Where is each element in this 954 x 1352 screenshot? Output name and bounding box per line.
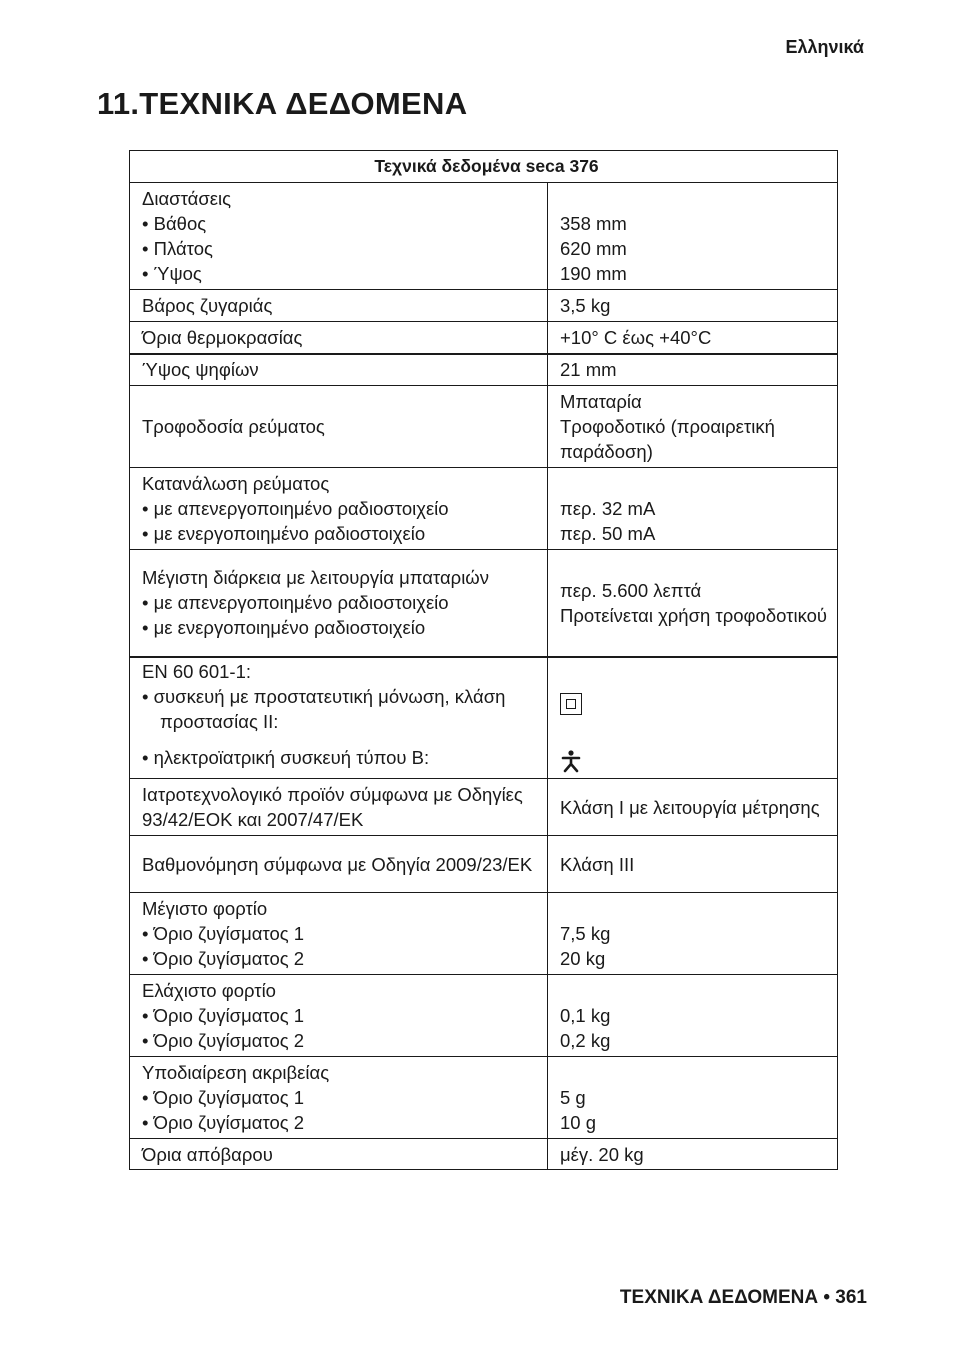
row-item: • Πλάτος bbox=[142, 236, 541, 261]
row-value: μέγ. 20 kg bbox=[560, 1143, 644, 1165]
table-row bbox=[130, 1139, 838, 1170]
row-label-cell bbox=[130, 386, 548, 468]
row-value-cell bbox=[548, 975, 838, 1057]
row-label-cell bbox=[130, 779, 548, 836]
row-label-cell bbox=[130, 1057, 548, 1139]
table-row bbox=[130, 468, 838, 550]
row-value: 20 kg bbox=[560, 948, 606, 969]
row-value: 21 mm bbox=[560, 359, 617, 381]
row-label: Μέγιστο φορτίο bbox=[142, 898, 268, 919]
page-title: 11.ΤΕΧΝΙΚΑ ΔΕΔΟΜΕΝΑ bbox=[97, 86, 468, 121]
table-row bbox=[130, 779, 838, 836]
table-row bbox=[130, 975, 838, 1057]
row-value: Μπαταρία bbox=[560, 391, 642, 412]
row-label-cell bbox=[130, 975, 548, 1057]
row-label-cell bbox=[130, 183, 548, 290]
table-row bbox=[130, 1057, 838, 1139]
row-item: • Όριο ζυγίσματος 2 bbox=[142, 1110, 541, 1135]
row-value-cell bbox=[548, 468, 838, 550]
row-value: Κλάση III bbox=[560, 853, 635, 875]
row-label: EN 60 601-1: bbox=[142, 660, 252, 682]
row-label: Ύψος ψηφίων bbox=[142, 359, 259, 381]
row-value: 0,2 kg bbox=[560, 1030, 611, 1051]
row-value-cell bbox=[548, 657, 838, 779]
row-item: • Όριο ζυγίσματος 2 bbox=[142, 946, 541, 971]
row-value: περ. 50 mA bbox=[560, 523, 656, 544]
row-value-cell bbox=[548, 836, 838, 893]
row-label: Βάρος ζυγαριάς bbox=[142, 295, 273, 316]
row-label: Διαστάσεις bbox=[142, 188, 232, 209]
row-item: • με απενεργοποιημένο ραδιοστοιχείο bbox=[142, 496, 541, 521]
row-value: 358 mm bbox=[560, 213, 627, 234]
row-label-cell bbox=[130, 354, 548, 386]
row-value-cell bbox=[548, 183, 838, 290]
row-value: 620 mm bbox=[560, 238, 627, 259]
row-value-cell bbox=[548, 354, 838, 386]
table-caption: Τεχνικά δεδομένα seca 376 bbox=[130, 151, 838, 183]
row-item: • Όριο ζυγίσματος 1 bbox=[142, 921, 541, 946]
row-item: • με ενεργοποιημένο ραδιοστοιχείο bbox=[142, 521, 541, 546]
row-label: Υποδιαίρεση ακριβείας bbox=[142, 1062, 330, 1083]
table-row bbox=[130, 183, 838, 290]
row-label-cell bbox=[130, 836, 548, 893]
table-row bbox=[130, 657, 838, 779]
row-value-cell bbox=[548, 1057, 838, 1139]
row-label: Όρια θερμοκρασίας bbox=[142, 326, 303, 348]
row-value: 3,5 kg bbox=[560, 295, 611, 316]
row-label: Όρια απόβαρου bbox=[142, 1143, 273, 1165]
row-label-cell bbox=[130, 657, 548, 779]
row-label-cell bbox=[130, 893, 548, 975]
row-value: Προτείνεται χρήση τροφοδοτικού bbox=[560, 604, 828, 626]
row-value: 0,1 kg bbox=[560, 1005, 611, 1026]
row-value: περ. 5.600 λεπτά bbox=[560, 579, 702, 601]
protection-class-ii-icon bbox=[560, 693, 582, 715]
row-value: Κλάση I με λειτουργία μέτρησης bbox=[560, 796, 820, 818]
row-value: περ. 32 mA bbox=[560, 498, 656, 519]
row-value-cell bbox=[548, 290, 838, 322]
table-row bbox=[130, 290, 838, 322]
technical-data-table bbox=[129, 150, 838, 1170]
row-item: • συσκευή με προστατευτική μόνωση, κλάση προστασίας II: bbox=[142, 684, 541, 734]
row-value-cell bbox=[548, 322, 838, 354]
row-label: Βαθμονόμηση σύμφωνα με Οδηγία 2009/23/ΕΚ bbox=[142, 853, 533, 875]
row-label-cell bbox=[130, 550, 548, 657]
row-value: 5 g bbox=[560, 1087, 586, 1108]
row-item: • Ύψος bbox=[142, 261, 541, 286]
language-label: Ελληνικά bbox=[785, 37, 864, 57]
row-value-cell bbox=[548, 779, 838, 836]
row-item: • Όριο ζυγίσματος 1 bbox=[142, 1003, 541, 1028]
row-value: Τροφοδοτικό (προαιρετική παράδοση) bbox=[560, 416, 775, 462]
page-footer: ΤΕΧΝΙΚΑ ΔΕΔΟΜΕΝΑ • 361 bbox=[619, 1287, 867, 1308]
row-label-cell bbox=[130, 322, 548, 354]
table-row bbox=[130, 322, 838, 354]
table-row bbox=[130, 893, 838, 975]
row-value-cell bbox=[548, 1139, 838, 1170]
table-row bbox=[130, 386, 838, 468]
row-label-cell bbox=[130, 468, 548, 550]
row-value: 7,5 kg bbox=[560, 923, 611, 944]
row-item: • με ενεργοποιημένο ραδιοστοιχείο bbox=[142, 615, 541, 640]
row-item: • Βάθος bbox=[142, 211, 541, 236]
row-value-cell bbox=[548, 386, 838, 468]
row-label: Κατανάλωση ρεύματος bbox=[142, 473, 330, 494]
row-item: • Όριο ζυγίσματος 1 bbox=[142, 1085, 541, 1110]
row-value: 190 mm bbox=[560, 263, 627, 284]
row-label: Ιατροτεχνολογικό προϊόν σύμφωνα με Οδηγίες 93/42/ΕΟΚ και 2007/47/ΕΚ bbox=[142, 784, 523, 830]
table-row bbox=[130, 836, 838, 893]
row-value: +10° C έως +40°C bbox=[560, 326, 712, 348]
row-label-cell bbox=[130, 1139, 548, 1170]
row-item: • με απενεργοποιημένο ραδιοστοιχείο bbox=[142, 590, 541, 615]
row-value: 10 g bbox=[560, 1112, 597, 1133]
row-label: Μέγιστη διάρκεια με λειτουργία μπαταριών bbox=[142, 567, 489, 589]
row-item: • ηλεκτροϊατρική συσκευή τύπου B: bbox=[142, 745, 541, 770]
table-row bbox=[130, 354, 838, 386]
type-b-applied-part-icon bbox=[560, 749, 582, 773]
row-label: Ελάχιστο φορτίο bbox=[142, 980, 276, 1001]
row-item: • Όριο ζυγίσματος 2 bbox=[142, 1028, 541, 1053]
row-label: Τροφοδοσία ρεύματος bbox=[142, 416, 325, 437]
row-value-cell bbox=[548, 893, 838, 975]
row-label-cell bbox=[130, 290, 548, 322]
table-row bbox=[130, 550, 838, 657]
table-header-row bbox=[130, 151, 838, 183]
row-value-cell bbox=[548, 550, 838, 657]
